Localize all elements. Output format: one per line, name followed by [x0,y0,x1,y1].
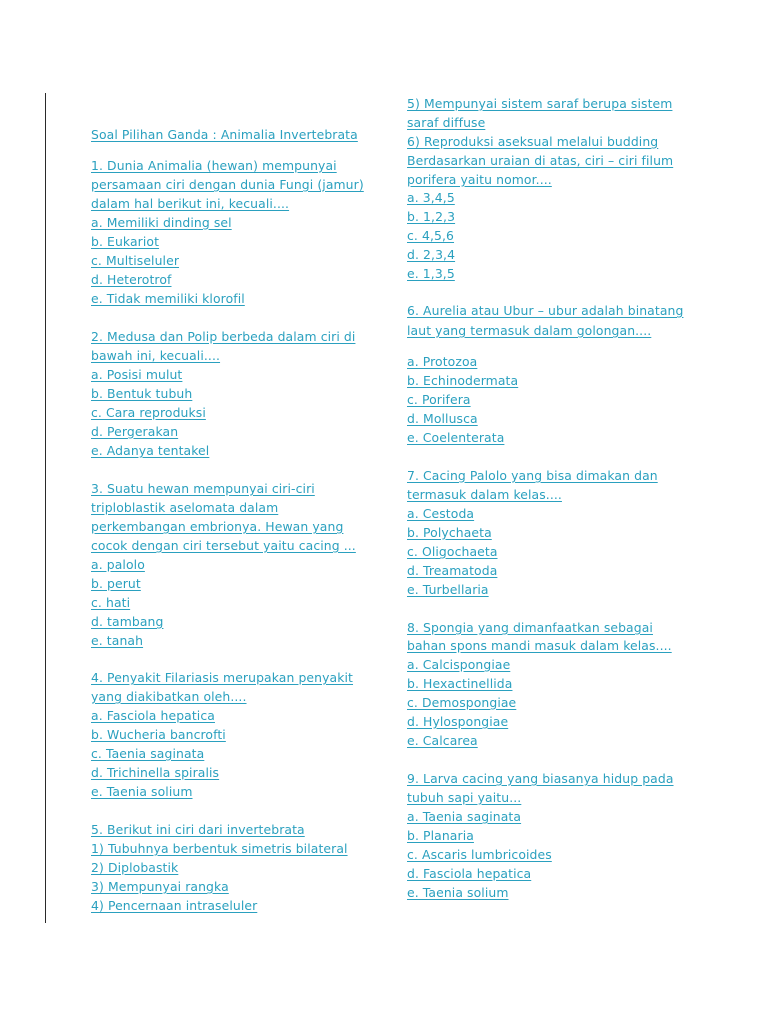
q5-item-1[interactable]: 1) Tubuhnya berbentuk simetris bilateral [91,841,348,856]
q5-item-5-line-1[interactable]: 5) Mempunyai sistem saraf berupa sistem [407,96,673,111]
q7-option-e[interactable]: e. Turbellaria [407,582,489,597]
q5-option-a[interactable]: a. 3,4,5 [407,190,455,205]
q4-option-a[interactable]: a. Fasciola hepatica [91,708,215,723]
q1-line-1[interactable]: 1. Dunia Animalia (hewan) mempunyai [91,158,337,173]
q3-option-d[interactable]: d. tambang [91,614,164,629]
q4-line-2[interactable]: yang diakibatkan oleh.... [91,689,247,704]
q1-option-c[interactable]: c. Multiseluler [91,253,180,268]
q6-option-a[interactable]: a. Protozoa [407,354,478,369]
q7-option-b[interactable]: b. Polychaeta [407,525,492,540]
q4-line-1[interactable]: 4. Penyakit Filariasis merupakan penyakit [91,670,354,685]
q3-option-b[interactable]: b. perut [91,576,141,591]
q6-option-b[interactable]: b. Echinodermata [407,373,519,388]
q2-option-d[interactable]: d. Pergerakan [91,424,179,439]
q2-line-1[interactable]: 2. Medusa dan Polip berbeda dalam ciri di [91,329,356,344]
q6-option-d[interactable]: d. Mollusca [407,411,478,426]
q5-option-d[interactable]: d. 2,3,4 [407,247,456,262]
q5-item-6[interactable]: 6) Reproduksi aseksual melalui budding [407,134,659,149]
q5-option-b[interactable]: b. 1,2,3 [407,209,456,224]
q1-option-a[interactable]: a. Memiliki dinding sel [91,215,232,230]
q8-option-a[interactable]: a. Calcispongiae [407,657,511,672]
q2-option-a[interactable]: a. Posisi mulut [91,367,183,382]
q7-option-c[interactable]: c. Oligochaeta [407,544,498,559]
q7-option-a[interactable]: a. Cestoda [407,506,475,521]
q5-option-e[interactable]: e. 1,3,5 [407,266,455,281]
q4-option-b[interactable]: b. Wucheria bancrofti [91,727,226,742]
q5-line-1[interactable]: 5. Berikut ini ciri dari invertebrata [91,822,305,837]
q5-option-c[interactable]: c. 4,5,6 [407,228,455,243]
q5-question-line-1[interactable]: Berdasarkan uraian di atas, ciri – ciri filum [407,153,674,168]
q7-line-1[interactable]: 7. Cacing Palolo yang bisa dimakan dan [407,468,658,483]
q8-line-2[interactable]: bahan spons mandi masuk dalam kelas.... [407,638,672,653]
q3-line-2[interactable]: triploblastik aselomata dalam [91,500,279,515]
q9-option-d[interactable]: d. Fasciola hepatica [407,866,532,881]
q9-line-1[interactable]: 9. Larva cacing yang biasanya hidup pada [407,771,674,786]
margin-rule [45,93,46,923]
q9-line-2[interactable]: tubuh sapi yaitu... [407,790,522,805]
q3-option-a[interactable]: a. palolo [91,557,145,572]
q1-option-b[interactable]: b. Eukariot [91,234,160,249]
q5-item-4[interactable]: 4) Pencernaan intraseluler [91,898,258,913]
q8-option-b[interactable]: b. Hexactinellida [407,676,513,691]
q1-option-e[interactable]: e. Tidak memiliki klorofil [91,291,245,306]
q6-option-c[interactable]: c. Porifera [407,392,471,407]
q9-option-a[interactable]: a. Taenia saginata [407,809,522,824]
q4-option-e[interactable]: e. Taenia solium [91,784,193,799]
q7-line-2[interactable]: termasuk dalam kelas.... [407,487,562,502]
q5-item-5-line-2[interactable]: saraf diffuse [407,115,486,130]
q2-option-e[interactable]: e. Adanya tentakel [91,443,210,458]
q3-option-c[interactable]: c. hati [91,595,131,610]
q6-option-e[interactable]: e. Coelenterata [407,430,505,445]
q3-option-e[interactable]: e. tanah [91,633,144,648]
q5-question-line-2[interactable]: porifera yaitu nomor.... [407,172,552,187]
q1-line-3[interactable]: dalam hal berikut ini, kecuali.... [91,196,290,211]
q5-item-3[interactable]: 3) Mempunyai rangka [91,879,229,894]
q2-option-b[interactable]: b. Bentuk tubuh [91,386,193,401]
q2-option-c[interactable]: c. Cara reproduksi [91,405,206,420]
q3-line-4[interactable]: cocok dengan ciri tersebut yaitu cacing ... [91,538,356,553]
q8-option-c[interactable]: c. Demospongiae [407,695,517,710]
q1-line-2[interactable]: persamaan ciri dengan dunia Fungi (jamur) [91,177,364,192]
q8-line-1[interactable]: 8. Spongia yang dimanfaatkan sebagai [407,620,653,635]
q9-option-b[interactable]: b. Planaria [407,828,474,843]
q6-line-2[interactable]: laut yang termasuk dalam golongan.... [407,323,652,338]
q2-line-2[interactable]: bawah ini, kecuali.... [91,348,221,363]
q9-option-e[interactable]: e. Taenia solium [407,885,509,900]
q4-option-d[interactable]: d. Trichinella spiralis [91,765,220,780]
q9-option-c[interactable]: c. Ascaris lumbricoides [407,847,552,862]
q4-option-c[interactable]: c. Taenia saginata [91,746,205,761]
q8-option-e[interactable]: e. Calcarea [407,733,478,748]
q5-item-2[interactable]: 2) Diplobastik [91,860,179,875]
q8-option-d[interactable]: d. Hylospongiae [407,714,509,729]
q7-option-d[interactable]: d. Treamatoda [407,563,498,578]
q1-option-d[interactable]: d. Heterotrof [91,272,172,287]
q3-line-3[interactable]: perkembangan embrionya. Hewan yang [91,519,344,534]
document-title: Soal Pilihan Ganda : Animalia Invertebrata [91,127,358,142]
q3-line-1[interactable]: 3. Suatu hewan mempunyai ciri-ciri [91,481,315,496]
q6-line-1[interactable]: 6. Aurelia atau Ubur – ubur adalah binatang [407,303,684,318]
